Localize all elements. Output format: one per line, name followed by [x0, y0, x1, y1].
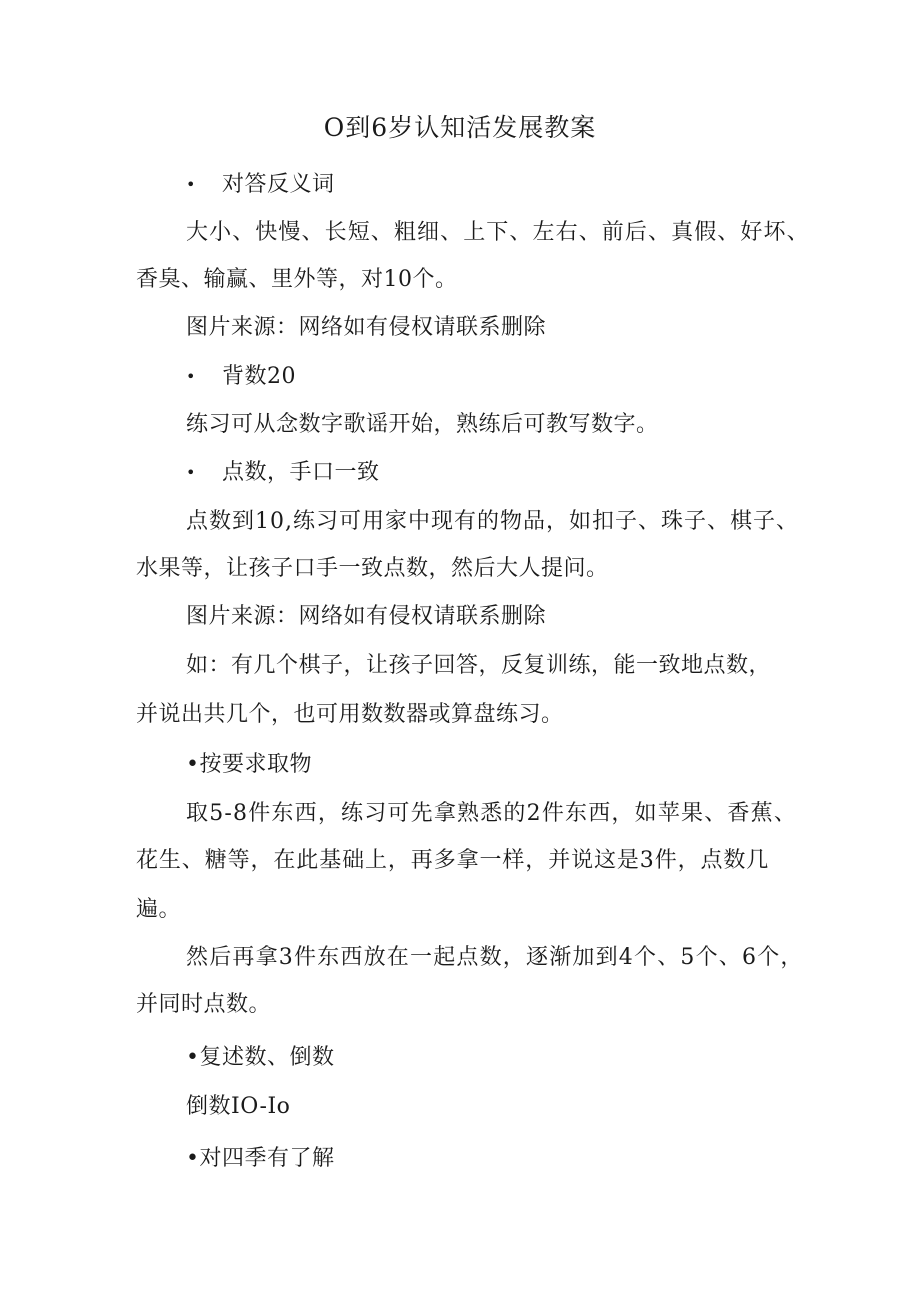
- bullet-icon: •: [186, 463, 196, 482]
- paragraph-line: 并同时点数。: [136, 992, 272, 1017]
- paragraph-line: 取5-8件东西，练习可先拿熟悉的2件东西，如苹果、香蕉、: [186, 801, 798, 826]
- section-heading-seasons: •对四季有了解: [186, 1146, 335, 1171]
- paragraph-line: 然后再拿3件东西放在一起点数，逐渐加到4个、5个、6个，: [186, 945, 804, 970]
- section-heading-antonyms: 对答反义词: [222, 172, 335, 197]
- paragraph-line: 倒数IO-Io: [186, 1094, 291, 1119]
- paragraph-line: 练习可从念数字歌谣开始，熟练后可教写数字。: [186, 412, 659, 437]
- paragraph-line: 遍。: [136, 897, 182, 922]
- section-heading-count-20: 背数20: [222, 364, 296, 389]
- image-source-note: 图片来源：网络如有侵权请联系删除: [186, 315, 547, 340]
- paragraph-line: 点数到10,练习可用家中现有的物品，如扣子、珠子、棋子、: [186, 509, 799, 534]
- paragraph-line: 香臭、输赢、里外等，对10个。: [136, 267, 458, 292]
- image-source-note: 图片来源：网络如有侵权请联系删除: [186, 604, 547, 629]
- section-heading-fetch-items: •按要求取物: [186, 752, 312, 777]
- paragraph-line: 如：有几个棋子，让孩子回答，反复训练，能一致地点数，: [186, 653, 772, 678]
- section-heading-recite-count: •复述数、倒数: [186, 1045, 335, 1070]
- paragraph-line: 花生、糖等，在此基础上，再多拿一样，并说这是3件，点数几: [136, 848, 770, 873]
- document-title: O到6岁认知活发展教案: [323, 113, 597, 142]
- section-heading-point-count: 点数，手口一致: [222, 460, 380, 485]
- paragraph-line: 大小、快慢、长短、粗细、上下、左右、前后、真假、好坏、: [186, 220, 810, 245]
- bullet-icon: •: [186, 367, 196, 386]
- paragraph-line: 水果等，让孩子口手一致点数，然后大人提问。: [136, 556, 609, 581]
- bullet-icon: •: [186, 175, 196, 194]
- paragraph-line: 并说出共几个，也可用数数器或算盘练习。: [136, 702, 564, 727]
